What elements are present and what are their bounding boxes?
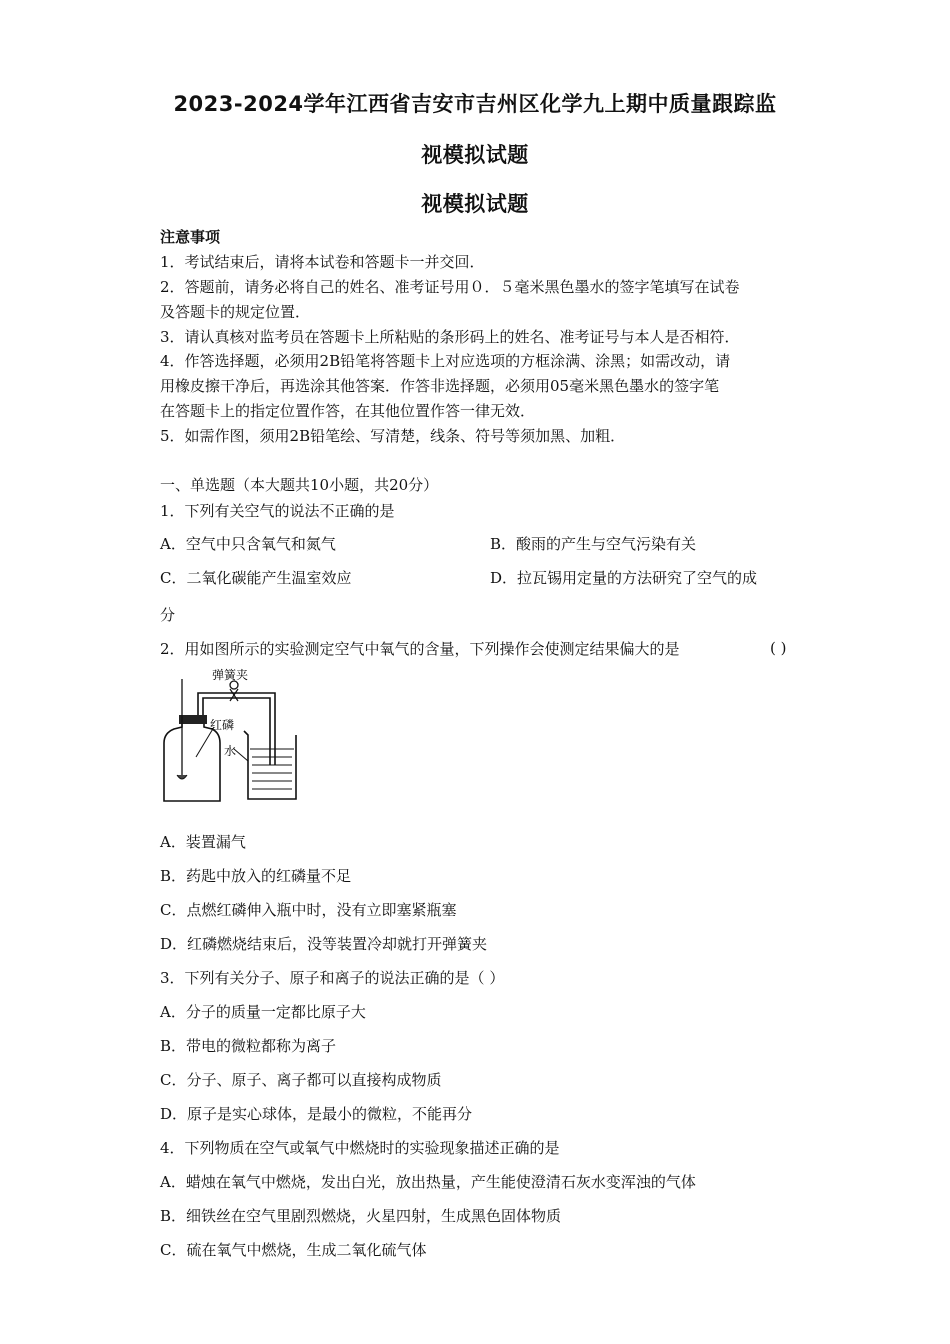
- notice-heading: 注意事项: [160, 228, 221, 246]
- q3-option-d: D．原子是实心球体，是最小的微粒，不能再分: [160, 1105, 473, 1123]
- q3-stem: 3．下列有关分子、原子和离子的说法正确的是（ ）: [160, 969, 505, 987]
- apparatus-figure: [158, 665, 298, 807]
- exam-title-line2: 视模拟试题: [421, 143, 529, 167]
- q4-option-b: B．细铁丝在空气里剧烈燃烧，火星四射，生成黑色固体物质: [160, 1207, 562, 1225]
- q2-option-b: B．药匙中放入的红磷量不足: [160, 867, 352, 885]
- q1-option-d-cont: 分: [160, 606, 176, 624]
- spoon-bowl: [177, 775, 187, 779]
- q1-option-a: A．空气中只含氧气和氮气: [160, 535, 336, 553]
- q1-option-d: D．拉瓦锡用定量的方法研究了空气的成: [490, 569, 758, 587]
- q1-stem: 1．下列有关空气的说法不正确的是: [160, 502, 395, 520]
- q3-option-a: A．分子的质量一定都比原子大: [160, 1003, 366, 1021]
- water-lines: [250, 749, 294, 789]
- q4-option-a: A．蜡烛在氧气中燃烧，发出白光，放出热量，产生能使澄清石灰水变浑浊的气体: [160, 1173, 696, 1191]
- label-clamp: 弹簧夹: [212, 668, 249, 682]
- label-phosphorus: 红磷: [210, 718, 235, 732]
- notice-item-1: 1．考试结束后，请将本试卷和答题卡一并交回．: [160, 253, 485, 271]
- q1-option-b: B．酸雨的产生与空气污染有关: [490, 535, 697, 553]
- q1-option-c: C．二氧化碳能产生温室效应: [160, 569, 352, 587]
- q4-stem: 4．下列物质在空气或氧气中燃烧时的实验现象描述正确的是: [160, 1139, 560, 1157]
- water-pointer: [234, 749, 248, 761]
- notice-item-2: 2．答题前，请务必将自己的姓名、准考证号用０．５毫米黑色墨水的签字笔填写在试卷: [160, 278, 740, 296]
- label-water: 水: [224, 744, 237, 758]
- section-heading: 一、单选题（本大题共10小题，共20分）: [160, 476, 439, 494]
- q2-answer-paren: ( ): [770, 639, 787, 657]
- q4-option-c: C．硫在氧气中燃烧，生成二氧化硫气体: [160, 1241, 427, 1259]
- notice-item-5: 5．如需作图，须用2B铅笔绘、写清楚，线条、符号等须加黑、加粗．: [160, 427, 626, 445]
- notice-item-2-cont: 及答题卡的规定位置．: [160, 303, 311, 321]
- notice-item-3: 3．请认真核对监考员在答题卡上所粘贴的条形码上的姓名、准考证号与本人是否相符．: [160, 328, 740, 346]
- exam-title-line1: 2023-2024学年江西省吉安市吉州区化学九上期中质量跟踪监: [173, 92, 777, 116]
- q2-option-c: C．点燃红磷伸入瓶中时，没有立即塞紧瓶塞: [160, 901, 457, 919]
- clamp-shape: [230, 681, 238, 689]
- q3-option-b: B．带电的微粒都称为离子: [160, 1037, 337, 1055]
- q2-option-a: A．装置漏气: [160, 833, 246, 851]
- notice-item-4-cont1: 用橡皮擦干净后，再选涂其他答案．作答非选择题，必须用05毫米黑色墨水的签字笔: [160, 377, 720, 395]
- exam-title-line3: 视模拟试题: [421, 192, 529, 216]
- flask-shape: [164, 723, 220, 801]
- notice-item-4: 4．作答选择题，必须用2B铅笔将答题卡上对应选项的方框涂满、涂黑；如需改动，请: [160, 352, 731, 370]
- q2-option-d: D．红磷燃烧结束后，没等装置冷却就打开弹簧夹: [160, 935, 488, 953]
- stopper-shape: [179, 715, 207, 724]
- q2-stem: 2．用如图所示的实验测定空气中氧气的含量，下列操作会使测定结果偏大的是: [160, 640, 680, 658]
- notice-item-4-cont2: 在答题卡上的指定位置作答，在其他位置作答一律无效．: [160, 402, 536, 420]
- apparatus-diagram: [158, 665, 298, 807]
- q3-option-c: C．分子、原子、离子都可以直接构成物质: [160, 1071, 442, 1089]
